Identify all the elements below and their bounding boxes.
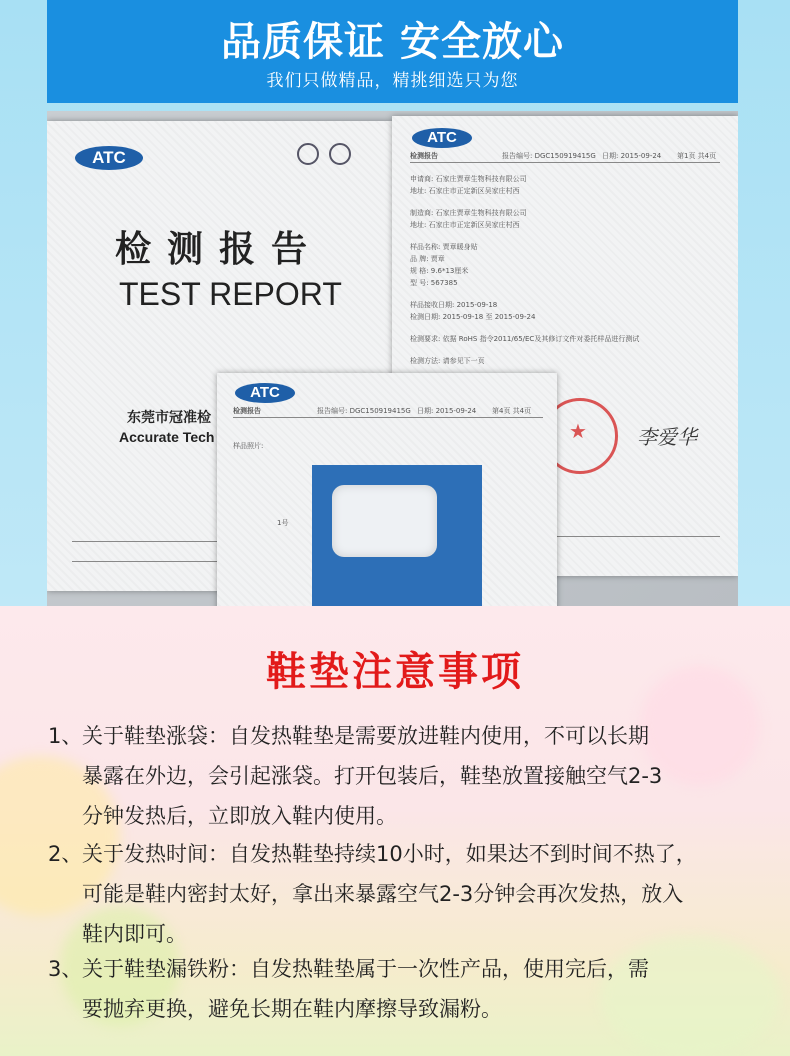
page4-report-no: 报告编号: DGC150919415G — [317, 407, 411, 415]
item-number: 2、 — [48, 842, 83, 866]
item-text: 关于发热时间：自发热鞋垫持续10小时，如果达不到时间不热了， — [82, 842, 697, 866]
insole-sample — [332, 485, 437, 557]
item-text: 可能是鞋内密封太好，拿出来暴露空气2-3分钟会再次发热，放入 — [82, 882, 684, 906]
photo-label: 样品照片: — [233, 442, 264, 450]
item-text: 分钟发热后，立即放入鞋内使用。 — [82, 804, 397, 828]
header-divider — [410, 162, 720, 163]
page1-row: 地址: 石家庄市正定新区吴家庄村西 — [410, 221, 520, 229]
report-title-en: TEST REPORT — [119, 276, 342, 312]
item-number: 1、 — [48, 724, 83, 748]
page4-date: 日期: 2015-09-24 — [417, 407, 477, 415]
atc-logo: ATC — [412, 128, 472, 148]
notice-title: 鞋垫注意事项 — [266, 649, 524, 695]
page1-row: 型 号: 567385 — [410, 279, 458, 287]
item-text: 暴露在外边，会引起涨袋。打开包装后，鞋垫放置接触空气2-3 — [82, 764, 663, 788]
notice-item-2 — [48, 834, 748, 954]
quality-banner — [47, 0, 738, 103]
page1-date: 日期: 2015-09-24 — [602, 152, 662, 160]
page1-header-label: 检测报告 — [410, 152, 438, 160]
atc-logo: ATC — [75, 146, 143, 170]
banner-subtitle: 我们只做精品，精挑细选只为您 — [266, 71, 519, 91]
atc-logo: ATC — [235, 383, 295, 403]
item-text: 要抛弃更换，避免长期在鞋内摩擦导致漏粉。 — [82, 997, 502, 1021]
page1-page: 第1页 共4页 — [677, 152, 717, 160]
page1-row: 品 牌: 贾章 — [410, 255, 445, 263]
page1-report-no: 报告编号: DGC150919415G — [502, 152, 596, 160]
page4-header-label: 检测报告 — [233, 407, 261, 415]
notice-section — [0, 606, 790, 1056]
notice-item-3 — [48, 949, 748, 1029]
test-report-image — [47, 111, 738, 606]
page1-row: 检测要求: 依据 RoHS 指令2011/65/EC及其修订文件对委托样品进行测试 — [410, 335, 640, 343]
item-text: 关于鞋垫漏铁粉：自发热鞋垫属于一次性产品，使用完后，需 — [82, 957, 649, 981]
page1-row: 样品名称: 贾章暖身贴 — [410, 243, 478, 251]
lab-name-en: Accurate Tech — [119, 429, 215, 445]
page1-row: 制造商: 石家庄贾章生物科技有限公司 — [410, 209, 527, 217]
signature: 李爱华 — [637, 425, 697, 449]
header-divider — [233, 417, 543, 418]
item-text: 鞋内即可。 — [82, 922, 187, 946]
ilac-mra-seal-icon — [297, 143, 319, 165]
page1-row: 检测方法: 请参见下一页 — [410, 357, 485, 365]
report-page-4 — [217, 373, 557, 606]
notice-item-1 — [48, 716, 748, 836]
item-number: 3、 — [48, 957, 83, 981]
page1-row: 样品接收日期: 2015-09-18 — [410, 301, 498, 309]
page4-page: 第4页 共4页 — [492, 407, 532, 415]
cnas-seal-icon — [329, 143, 351, 165]
report-title-cn: 检测报告 — [115, 228, 324, 270]
page1-row: 申请商: 石家庄贾章生物科技有限公司 — [410, 175, 527, 183]
lab-name-cn: 东莞市冠准检 — [127, 410, 211, 426]
sample-label: 1号 — [277, 519, 289, 527]
page1-row: 地址: 石家庄市正定新区吴家庄村西 — [410, 187, 520, 195]
page1-row: 规 格: 9.6*13厘米 — [410, 267, 469, 275]
item-text: 关于鞋垫涨袋：自发热鞋垫是需要放进鞋内使用，不可以长期 — [82, 724, 649, 748]
sample-photo — [312, 465, 482, 606]
banner-title: 品质保证 安全放心 — [221, 19, 564, 65]
page1-row: 检测日期: 2015-09-18 至 2015-09-24 — [410, 313, 536, 321]
